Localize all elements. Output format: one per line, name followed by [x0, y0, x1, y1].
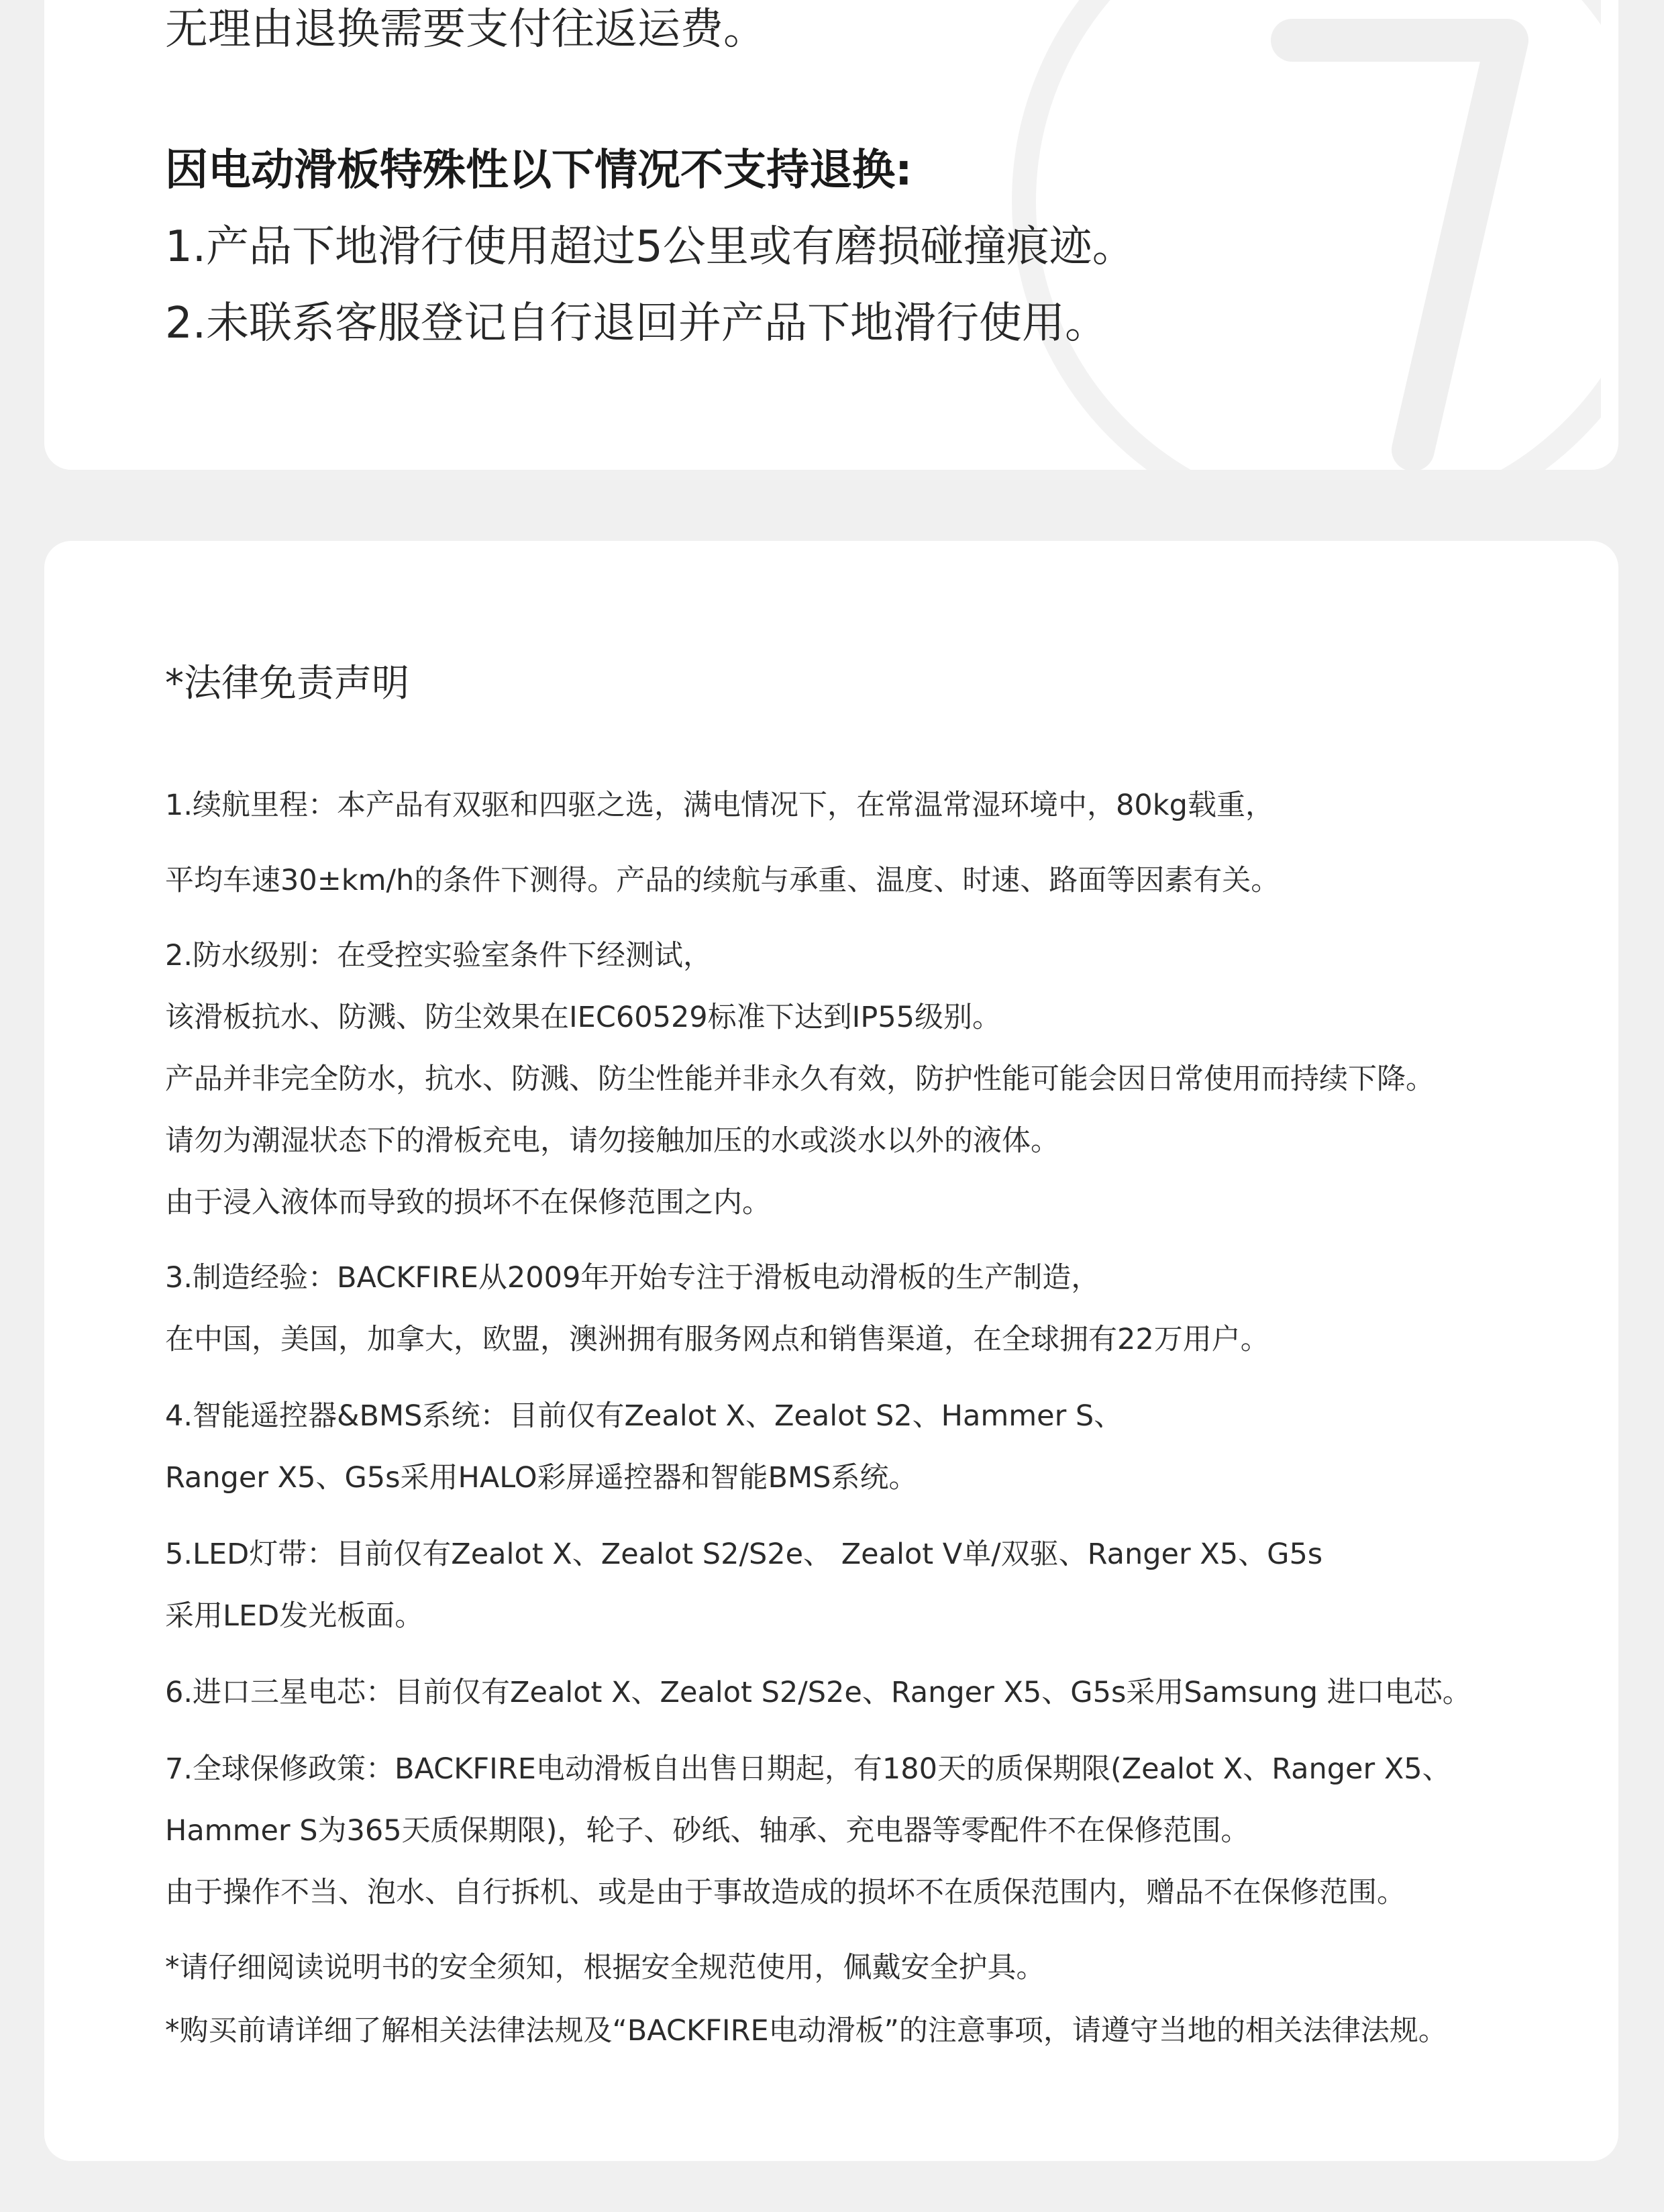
legal-line: 产品并非完全防水，抗水、防溅、防尘性能并非永久有效，防护性能可能会因日常使用而持续下降。 [165, 1062, 1435, 1096]
legal-line: 平均车速30±km/h的条件下测得。产品的续航与承重、温度、时速、路面等因素有关。 [165, 864, 1280, 897]
return-policy-item: 1.产品下地滑行使用超过5公里或有磨损碰撞痕迹。 [165, 222, 1135, 272]
legal-line: *请仔细阅读说明书的安全须知，根据安全规范使用，佩戴安全护具。 [165, 1951, 1045, 1984]
legal-line: 1.续航里程：本产品有双驱和四驱之选，满电情况下，在常温常湿环境中，80kg载重， [165, 789, 1274, 822]
legal-line: 该滑板抗水、防溅、防尘效果在IEC60529标准下达到IP55级别。 [165, 1001, 1001, 1034]
legal-line: 2.防水级别：在受控实验室条件下经测试， [165, 939, 713, 972]
return-policy-partial-line: 无理由退换需要支付往返运费。 [165, 5, 766, 54]
legal-disclaimer-title: *法律免责声明 [165, 662, 409, 705]
return-policy-heading: 因电动滑板特殊性以下情况不支持退换: [165, 146, 913, 195]
legal-line: 在中国，美国，加拿大，欧盟，澳洲拥有服务网点和销售渠道，在全球拥有22万用户。 [165, 1323, 1269, 1356]
return-policy-card [44, 0, 1618, 470]
legal-line: 4.智能遥控器&BMS系统：目前仅有Zealot X、Zealot S2、Hammer S、 [165, 1399, 1123, 1433]
legal-line: 3.制造经验：BACKFIRE从2009年开始专注于滑板电动滑板的生产制造， [165, 1261, 1100, 1295]
legal-line: 6.进口三星电芯：目前仅有Zealot X、Zealot S2/S2e、Ranger X5、G5s采用Samsung 进口电芯。 [165, 1676, 1471, 1709]
legal-line: 5.LED灯带：目前仅有Zealot X、Zealot S2/S2e、 Zealot V单/双驱、Ranger X5、G5s [165, 1538, 1323, 1571]
return-policy-item: 2.未联系客服登记自行退回并产品下地滑行使用。 [165, 299, 1108, 348]
legal-line: 由于浸入液体而导致的损坏不在保修范围之内。 [165, 1186, 771, 1219]
legal-line: 7.全球保修政策：BACKFIRE电动滑板自出售日期起，有180天的质保期限(Zealot X、Ranger X5、 [165, 1752, 1451, 1786]
legal-line: 请勿为潮湿状态下的滑板充电，请勿接触加压的水或淡水以外的液体。 [165, 1124, 1059, 1158]
legal-line: 由于操作不当、泡水、自行拆机、或是由于事故造成的损坏不在质保范围内，赠品不在保修范围。 [165, 1876, 1406, 1909]
legal-line: *购买前请详细了解相关法律法规及“BACKFIRE电动滑板”的注意事项，请遵守当地的相关法律法规。 [165, 2014, 1447, 2048]
legal-line: Hammer S为365天质保期限)，轮子、砂纸、轴承、充电器等零配件不在保修范围。 [165, 1814, 1250, 1848]
legal-line: Ranger X5、G5s采用HALO彩屏遥控器和智能BMS系统。 [165, 1461, 918, 1495]
legal-line: 采用LED发光板面。 [165, 1599, 424, 1633]
legal-disclaimer-card [44, 541, 1618, 2161]
